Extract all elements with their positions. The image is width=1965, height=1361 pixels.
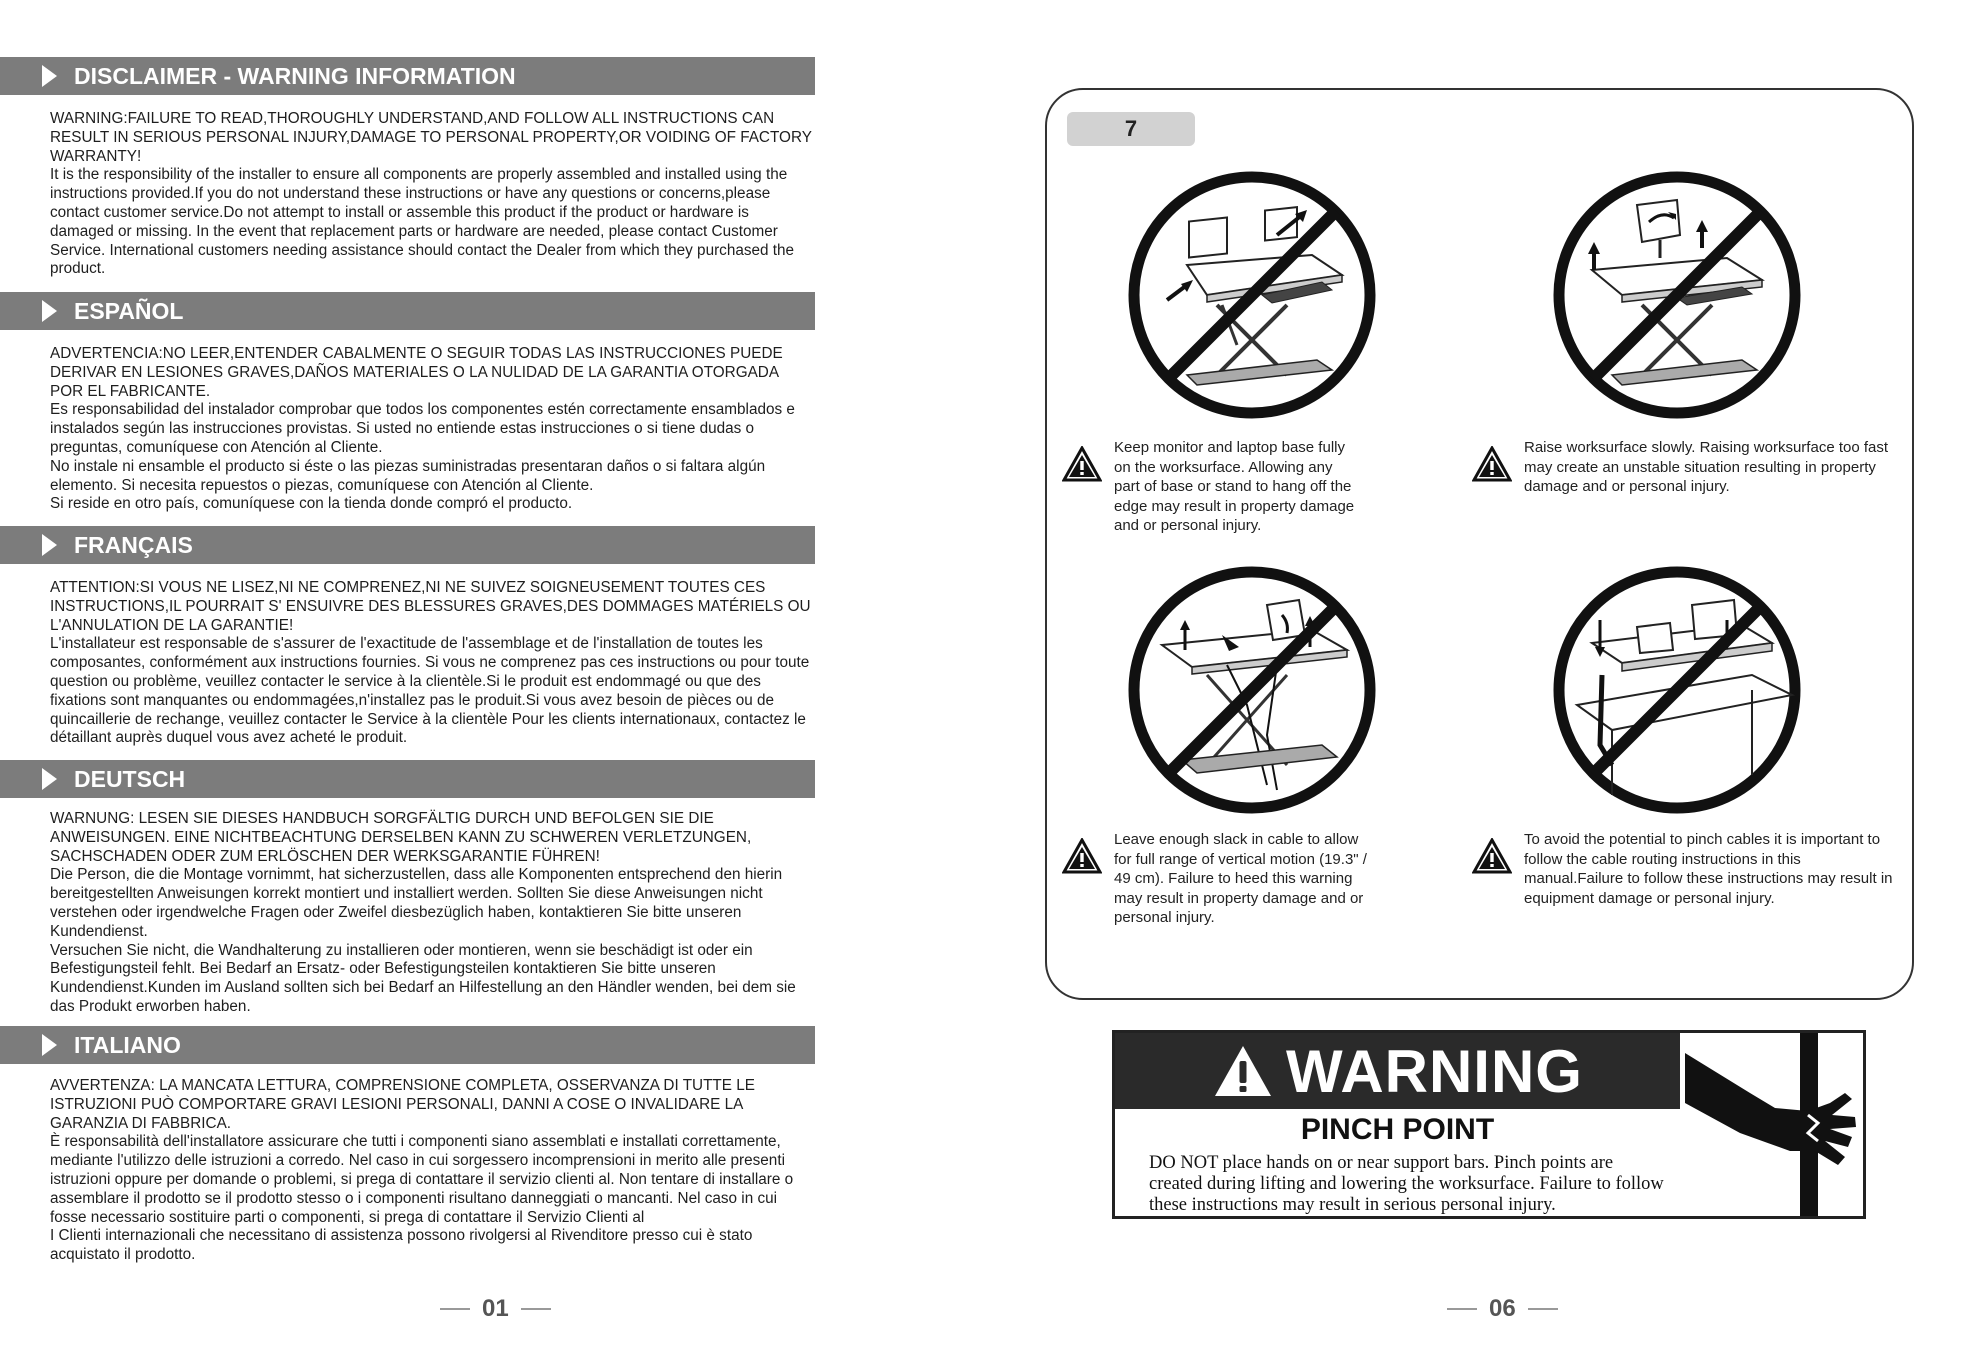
section-paragraph: ATTENTION:SI VOUS NE LISEZ,NI NE COMPRENEZ,NI NE SUIVEZ SOIGNEUSEMENT TOUTES CES INSTRUCTIONS,IL POURRAIT S' ENSUIVRE DES BLESSURES GRAVES,DES DOMMAGES MATÉRIELS OU L'ANNULATION DE LA GARANTIE! (50, 579, 811, 634)
warning-text: To avoid the potential to pinch cables it is important to follow the cable routing instructions in this manual.Failure to follow these instructions may result in equipment damage or personal injury. (1524, 831, 1893, 907)
section-paragraph: WARNUNG: LESEN SIE DIESES HANDBUCH SORGFÄLTIG DURCH UND BEFOLGEN SIE DIE ANWEISUNGEN. EINE NICHTBEACHTUNG DERSELBEN KANN ZU SCHWEREN VERLETZUNGEN, SACHSCHADEN ODER ZUM ERLÖSCHEN DER WERKSGARANTIE FÜHREN! (50, 810, 752, 865)
section-paragraph: No instale ni ensamble el producto si éste o las piezas suministradas presentaran daños o si faltara algún elemento. Si necesita repuestos o piezas, comuníquese con Atención al Cliente. (50, 457, 766, 494)
section-title: FRANÇAIS (74, 531, 193, 558)
section-header-disclaimer (0, 57, 815, 95)
warning-caption-4 (1472, 830, 1902, 908)
pinch-point-warning-label (1112, 1030, 1866, 1219)
section-title: DEUTSCH (74, 765, 186, 792)
page-number-right (1435, 1295, 1570, 1323)
section-paragraph: WARNING:FAILURE TO READ,THOROUGHLY UNDERSTAND,AND FOLLOW ALL INSTRUCTIONS CAN RESULT IN SERIOUS PERSONAL INJURY,DAMAGE TO PERSONAL PROPERTY,OR VOIDING OF FACTORY WARRANTY! (50, 110, 812, 165)
section-title: ITALIANO (74, 1031, 181, 1058)
warning-triangle-icon (1472, 838, 1512, 874)
section-body-disclaimer (50, 110, 815, 279)
warning-heading: WARNING (1286, 1037, 1583, 1105)
warning-text: Leave enough slack in cable to allow for full range of vertical motion (19.3" / 49 cm). Failure to heed this warning may result in property damage and or personal injury. (1114, 831, 1367, 926)
dash-decoration (521, 1308, 551, 1310)
section-body-italiano (50, 1077, 815, 1265)
section-paragraph: It is the responsibility of the installer to ensure all components are properly assembled and installed using the instructions provided.If you do not understand these instructions or have any questions or concerns,please contact customer service.Do not attempt to install or assemble this product if the product or hardware is damaged or missing. In the event that replacement parts or hardware are needed, please contact Customer Service. International customers needing assistance should contact the Dealer from which they purchased the product. (50, 166, 795, 278)
triangle-bullet-icon (42, 768, 57, 790)
page-number-left (428, 1295, 563, 1323)
warning-triangle-icon (1062, 446, 1102, 482)
monitor-laptop-edge-illustration (1127, 170, 1377, 420)
warning-triangle-icon (1472, 446, 1512, 482)
section-paragraph: ADVERTENCIA:NO LEER,ENTENDER CABALMENTE O SEGUIR TODAS LAS INSTRUCCIONES PUEDE DERIVAR EN LESIONES GRAVES,DAÑOS MATERIALES O LA NULIDAD DE LA GARANTIA OTORGADA POR EL FABRICANTE. (50, 345, 783, 400)
section-title: DISCLAIMER - WARNING INFORMATION (74, 62, 516, 89)
dash-decoration (1528, 1308, 1558, 1310)
section-header-deutsch (0, 760, 815, 798)
section-header-italiano (0, 1026, 815, 1064)
section-paragraph: AVVERTENZA: LA MANCATA LETTURA, COMPRENSIONE COMPLETA, OSSERVANZA DI TUTTE LE ISTRUZIONI PUÒ COMPORTARE GRAVI LESIONI PERSONALI, DANNI A COSE O INVALIDARE LA GARANZIA DI FABBRICA. (50, 1077, 755, 1132)
triangle-bullet-icon (42, 1034, 57, 1056)
right-page (1000, 0, 1965, 1361)
warning-caption-1 (1062, 438, 1362, 536)
page-number-text: 01 (482, 1295, 509, 1322)
step-number-badge: 7 (1067, 112, 1195, 146)
warning-triangle-icon (1212, 1043, 1274, 1099)
cable-slack-illustration (1127, 565, 1377, 815)
section-header-espanol (0, 292, 815, 330)
triangle-bullet-icon (42, 65, 57, 87)
section-paragraph: Si reside en otro país, comuníquese con la tienda donde compró el producto. (50, 495, 573, 513)
dash-decoration (440, 1308, 470, 1310)
section-paragraph: Es responsabilidad del instalador comprobar que todos los componentes estén correctamente ensamblados e instalados según las instrucciones provistas. Si usted no entiende estas instrucciones o si tiene dudas o preguntas, comuníquese con Atención al Cliente. (50, 401, 795, 456)
pinch-point-subheading: PINCH POINT (1300, 1113, 1495, 1146)
section-paragraph: Die Person, die die Montage vornimmt, hat sicherzustellen, dass alle Komponenten entsprechend den hierin bereitgestellten Anweisungen korrekt montiert und installiert werden. Sollten Sie diese Anweisungen nicht verstehen oder irgendwelche Fragen oder Zweifel diesbezüglich haben, kontaktieren Sie bitte unseren Kundendienst. (50, 866, 783, 940)
raise-slowly-illustration (1552, 170, 1802, 420)
section-title: ESPAÑOL (74, 297, 184, 324)
section-paragraph: L'installateur est responsable de s'assurer de l'exactitude de l'assemblage et de l'installation de toutes les composantes, conformément aux instructions fournies. Si vous ne comprenez pas ces instructions ou pour toute question ou problème, veuillez contacter le service à la clientèle.Si le produit est endommagé ou que des fixations sont manquantes ou endommagées,n'installez pas le produit.Si vous avez besoin de pièces ou de quincaillerie de rechange, veuillez contacter le Service à la clientèle Pour les clients internationaux, contactez le détaillant auprès duquel vous avez acheté le produit. (50, 635, 810, 747)
triangle-bullet-icon (42, 534, 57, 556)
warning-header-bar (1115, 1033, 1680, 1109)
section-paragraph: I Clienti internazionali che necessitano di assistenza possono rivolgersi al Rivenditore presso cui è stato acquistato il prodotto. (50, 1227, 753, 1264)
triangle-bullet-icon (42, 300, 57, 322)
warning-caption-3 (1062, 830, 1372, 928)
section-header-francais (0, 526, 815, 564)
warning-triangle-icon (1062, 838, 1102, 874)
warning-text: Raise worksurface slowly. Raising worksurface too fast may create an unstable situation resulting in property damage and or personal injury. (1524, 439, 1889, 495)
left-page (0, 0, 820, 1361)
warning-text: Keep monitor and laptop base fully on the worksurface. Allowing any part of base or stand to hang off the edge may result in property damage and or personal injury. (1114, 439, 1355, 534)
section-body-espanol (50, 345, 815, 514)
section-body-francais (50, 579, 815, 748)
section-paragraph: Versuchen Sie nicht, die Wandhalterung zu installieren oder montieren, wenn sie beschädigt ist oder ein Befestigungsteil fehlt. Bei Bedarf an Ersatz- oder Befestigungsteilen kontaktieren Sie bitte unseren Kundendienst.Kunden im Ausland sollten sich bei Bedarf an Hilfestellung an den Händler wenden, bei dem sie das Produkt erworben haben. (50, 941, 796, 1015)
pinch-point-text: DO NOT place hands on or near support bars. Pinch points are created during lifting and lowering the worksurface. Failure to follow these instructions may result in serious personal injury. (1149, 1153, 1664, 1215)
pinch-cable-illustration (1552, 565, 1802, 815)
step-panel (1045, 88, 1914, 1000)
dash-decoration (1447, 1308, 1477, 1310)
page-number-text: 06 (1489, 1295, 1516, 1322)
hand-pinch-icon (1680, 1033, 1863, 1216)
section-body-deutsch (50, 810, 815, 1017)
section-paragraph: È responsabilità dell'installatore assicurare che tutti i componenti siano assemblati e installati correttamente, mediante l'utilizzo delle istruzioni a corredo. Nel caso in cui sorgessero incomprensioni in merito alle presenti istruzioni oppure per domande o problemi, si prega di contattare il servizio clienti al. Non tentare di installare o assemblare il prodotto se il prodotto stesso o i componenti risultano danneggiati o mancanti. Nel caso in cui fosse necessario sostituire parti o componenti, si prega di contattare il Servizio Clienti al (50, 1133, 794, 1226)
warning-caption-2 (1472, 438, 1892, 497)
